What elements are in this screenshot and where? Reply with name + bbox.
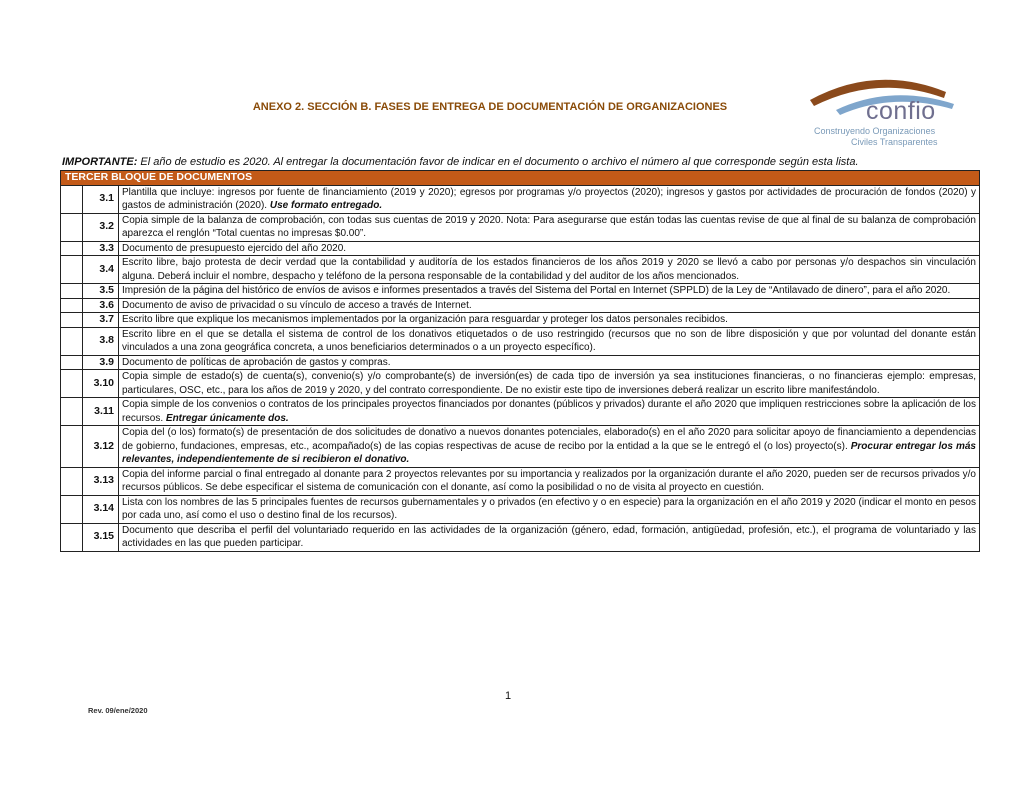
blank-cell [61,213,83,241]
item-description [119,313,980,328]
table-row [61,241,980,256]
item-number: 3.2 [83,213,119,241]
revision-label: Rev. 09/ene/2020 [88,706,148,715]
page-number: 1 [505,690,512,702]
item-description [119,241,980,256]
section-header: TERCER BLOQUE DE DOCUMENTOS [61,171,980,186]
table-row [61,398,980,426]
item-text: Documento que describa el perfil del voluntariado requerido en las actividades de la organización (género, edad, formación, antigüedad, profesión, etc.), el programa de voluntariado y las actividades en las que pueden participar. [122,524,976,549]
item-description [119,298,980,313]
blank-cell [61,355,83,370]
item-number: 3.8 [83,327,119,355]
item-text: Lista con los nombres de las 5 principales fuentes de recursos gubernamentales y o privados (en efectivo y o en especie) para la organización en el año 2019 y 2020 (indicar el monto en pesos por cada uno, así como el uso o destino final de los recursos). [122,496,976,521]
documents-table [60,170,980,552]
item-description [119,185,980,213]
blank-cell [61,495,83,523]
item-number: 3.14 [83,495,119,523]
item-description [119,213,980,241]
item-number: 3.15 [83,523,119,551]
blank-cell [61,284,83,299]
blank-cell [61,256,83,284]
item-text: Documento de aviso de privacidad o su vínculo de acceso a través de Internet. [122,299,472,311]
item-emphasis: Use formato entregado. [269,200,383,211]
item-text: Documento de políticas de aprobación de gastos y compras. [122,356,391,368]
confio-logo [806,70,958,154]
table-row [61,467,980,495]
item-text: Copia del informe parcial o final entregado al donante para 2 proyectos relevantes por su importancia y realizados por la organización durante el año 2020, pueden ser de recursos privados y/o recursos públicos. Se debe especificar el sistema de comunicación con el donante, así como la posibilidad o no de visita al proyecto en cuestión. [122,468,976,493]
blank-cell [61,298,83,313]
item-number: 3.10 [83,370,119,398]
logo-wordmark: confio [866,97,936,125]
item-emphasis: Procurar entregar los más relevantes, independientemente de si recibieron el donativo. [122,440,976,465]
item-number: 3.4 [83,256,119,284]
blank-cell [61,313,83,328]
item-text: Escrito libre, bajo protesta de decir verdad que la contabilidad y auditoría de los estados financieros de los años 2019 y 2020 se llevó a cabo por personas y/o despachos sin vinculación alguna. Deberá incluir el nombre, despacho y teléfono de la persona responsable de la contabilidad y del auditor de los años mencionados. [122,257,976,282]
document-title: ANEXO 2. SECCIÓN B. FASES DE ENTREGA DE DOCUMENTACIÓN DE ORGANIZACIONES [252,101,728,113]
blank-cell [61,467,83,495]
item-number: 3.3 [83,241,119,256]
item-description [119,256,980,284]
table-row [61,426,980,468]
logo-tagline-2: Civiles Transparentes [851,137,938,147]
table-row [61,284,980,299]
item-description [119,370,980,398]
item-text: Escrito libre que explique los mecanismos implementados por la organización para resguardar y proteger los datos personales recibidos. [122,314,728,325]
item-description [119,467,980,495]
item-emphasis: Entregar únicamente dos. [165,412,289,424]
item-text: Plantilla que incluye: ingresos por fuente de financiamiento (2019 y 2020); egresos por programas y/o proyectos (2020); ingresos y gastos por actividades de procuración de fondos (2020) y gastos de administración (2020). [122,186,976,211]
item-number: 3.6 [83,298,119,313]
important-label: IMPORTANTE: [62,156,138,168]
item-description [119,426,980,468]
table-row [61,298,980,313]
table-row [61,213,980,241]
blank-cell [61,426,83,468]
item-number: 3.9 [83,355,119,370]
item-text: Copia simple de estado(s) de cuenta(s), convenio(s) y/o comprobante(s) de inversión(es) de cada tipo de inversión ya sea instituciones financieras, o no financieras ejemplo: empresas, particulares, OSC, etc., para los años de 2019 y 2020, y del contrato correspondiente. De no existir este tipo de inversiones deberá realizar un escrito libre manifestándolo. [122,371,976,396]
item-text: Copia simple de la balanza de comprobación, con todas sus cuentas de 2019 y 2020. Nota: Para asegurarse que están todas las cuentas revise de que al final de su balanza de comprobación aparezca el renglón “Total cuentas no impresas $0.00”. [122,214,976,239]
item-number: 3.12 [83,426,119,468]
table-row [61,370,980,398]
item-description [119,327,980,355]
item-number: 3.5 [83,284,119,299]
item-number: 3.13 [83,467,119,495]
item-text: Copia simple de los convenios o contratos de los principales proyectos financiados por donantes (públicos y privados) durante el año 2020 que impliquen restricciones sobre la aplicación de los recursos. [122,399,976,424]
item-text: Escrito libre en el que se detalla el sistema de control de los donativos etiquetados o de uso restringido (recursos que no son de libre disposición y que por voluntad del donante están vinculados a una zona geográfica concreta, a unos beneficiarios determinados o a un proyecto específico). [122,328,976,353]
item-text: Documento de presupuesto ejercido del año 2020. [122,242,347,254]
table-row [61,327,980,355]
blank-cell [61,523,83,551]
item-number: 3.1 [83,185,119,213]
table-row [61,355,980,370]
blank-cell [61,241,83,256]
item-number: 3.7 [83,313,119,328]
item-description [119,495,980,523]
item-text: Impresión de la página del histórico de envíos de avisos e informes presentados a través del Sistema del Portal en Internet (SPPLD) de la Ley de “Antilavado de dinero”, para el año 2020. [122,285,951,296]
table-row [61,523,980,551]
item-text: Copia del (o los) formato(s) de presentación de dos solicitudes de donativo a nuevos donantes potenciales, elaborado(s) en el año 2020 para solicitar apoyo de financiamiento a dependencias de gobierno, fundaciones, empresas, etc., acompañado(s) de las copias respectivas de acuse de recibo por la entidad a la que se le entregó el (o los) proyecto(s). [122,427,976,452]
table-row [61,256,980,284]
table-row [61,495,980,523]
item-description [119,523,980,551]
item-description [119,355,980,370]
blank-cell [61,185,83,213]
item-number: 3.11 [83,398,119,426]
table-row [61,185,980,213]
blank-cell [61,327,83,355]
important-note [62,156,982,168]
item-description [119,284,980,299]
section-header-row [61,171,980,186]
important-text: El año de estudio es 2020. Al entregar la documentación favor de indicar en el documento o archivo el número al que corresponde según esta lista. [137,156,859,168]
blank-cell [61,370,83,398]
table-row [61,313,980,328]
logo-tagline-1: Construyendo Organizaciones [814,126,936,136]
blank-cell [61,398,83,426]
item-description [119,398,980,426]
